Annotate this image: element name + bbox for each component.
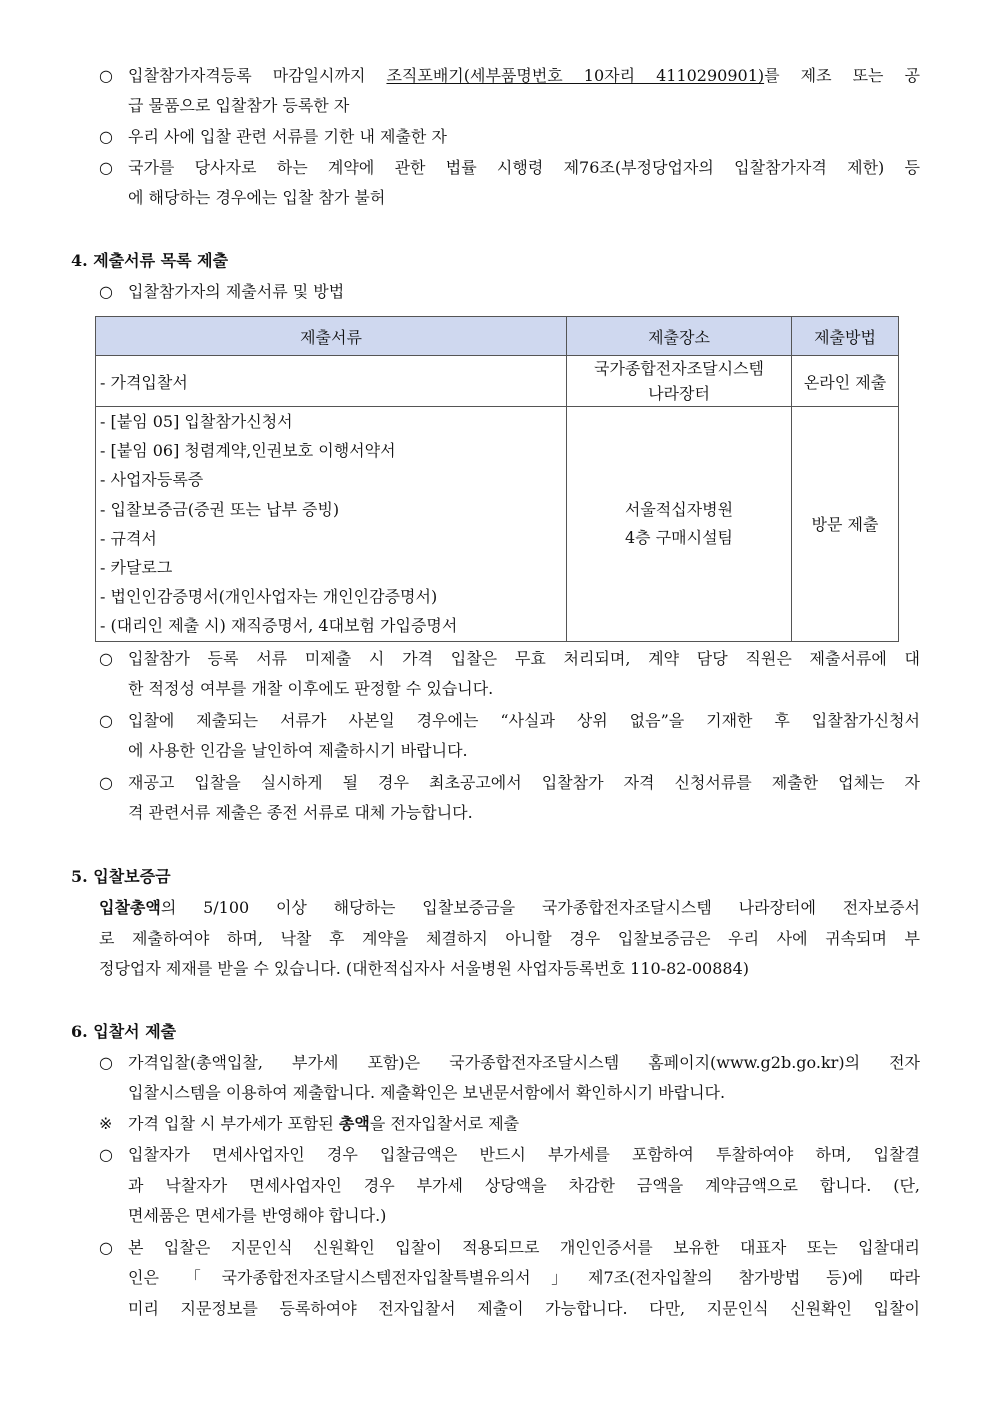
deposit-line-3: 정당업자 제재를 받을 수 있습니다. (대한적십자사 서울병원 사업자등록번호 110-82-00884) [99, 959, 750, 978]
submission-1-line-2: 입찰시스템을 이용하여 제출합니다. 제출확인은 보낸문서함에서 확인하시기 바랍니다. [128, 1083, 726, 1102]
section-4-heading: 4. 제출서류 목록 제출 [71, 251, 229, 270]
header-method: 제출방법 [792, 317, 899, 356]
submission-3-line-1: 본 입찰은 지문인식 신원확인 입찰이 적용되므로 개인인증서를 보유한 대표자 또는 입찰대리 [128, 1238, 920, 1257]
bullet-circle: ○ [99, 711, 113, 730]
doc-item: - 법인인감증명서(개인사업자는 개인인감증명서) [100, 587, 438, 607]
table-header-row [96, 317, 899, 356]
submission-1-line-1: 가격입찰(총액입찰, 부가세 포함)은 국가종합전자조달시스템 홈페이지(www.g2b.go.kr)의 전자 [128, 1053, 920, 1072]
text-span: 를 제조 또는 공 [764, 66, 920, 85]
text-span: 의 5/100 이상 해당하는 입찰보증금을 국가종합전자조달시스템 나라장터에 전자보증서 [160, 898, 920, 917]
section-6-heading: 6. 입찰서 제출 [71, 1022, 177, 1041]
submission-3-line-2: 인은 「국가종합전자조달시스템전자입찰특별유의서」제7조(전자입찰의 참가방법 등)에 따라 [128, 1268, 920, 1287]
header-place: 제출장소 [567, 317, 792, 356]
row1-place-line2: 나라장터 [648, 384, 710, 403]
doc-item: - [붙임 06] 청렴계약,인권보호 이행서약서 [100, 441, 396, 461]
bullet-circle: ○ [99, 127, 113, 146]
header-documents: 제출서류 [96, 317, 567, 356]
bold-term: 입찰총액 [99, 898, 161, 917]
row1-place-line1: 국가종합전자조달시스템 [593, 359, 765, 378]
submission-3-line-3: 미리 지문정보를 등록하여야 전자입찰서 제출이 가능합니다. 다만, 지문인식 신원확인 입찰이 [128, 1299, 920, 1318]
row1-documents: - 가격입찰서 [96, 356, 567, 407]
eligibility-item-1-line-1 [128, 65, 920, 87]
bold-term: 총액 [338, 1114, 370, 1133]
row2-documents [96, 407, 567, 642]
bullet-circle: ○ [99, 66, 113, 85]
eligibility-item-2: 우리 사에 입찰 관련 서류를 기한 내 제출한 자 [128, 127, 447, 146]
row1-method: 온라인 제출 [792, 356, 899, 407]
submission-table [95, 316, 899, 642]
text-span: 가격 입찰 시 부가세가 포함된 [128, 1114, 339, 1133]
bullet-circle: ○ [99, 282, 113, 301]
text-span: 입찰참가자격등록 마감일시까지 [128, 66, 387, 85]
note-3-line-2: 격 관련서류 제출은 종전 서류로 대체 가능합니다. [128, 803, 473, 822]
table-row [96, 356, 899, 407]
note-mark: ※ [99, 1114, 113, 1133]
note-3-line-1: 재공고 입찰을 실시하게 될 경우 최초공고에서 입찰참가 자격 신청서류를 제출한 업체는 자 [128, 773, 920, 792]
doc-item: - 사업자등록증 [100, 470, 204, 490]
note-1-line-1: 입찰참가 등록 서류 미제출 시 가격 입찰은 무효 처리되며, 계약 담당 직원은 제출서류에 대 [128, 649, 920, 668]
vat-note [128, 1113, 519, 1135]
bullet-circle: ○ [99, 773, 113, 792]
submission-2-line-1: 입찰자가 면세사업자인 경우 입찰금액은 반드시 부가세를 포함하여 투찰하여야 하며, 입찰결 [128, 1145, 920, 1164]
note-1-line-2: 한 적정성 여부를 개찰 이후에도 판정할 수 있습니다. [128, 679, 494, 698]
row1-place [567, 356, 792, 407]
eligibility-item-3-line-2: 에 해당하는 경우에는 입찰 참가 불허 [128, 188, 386, 207]
note-2-line-1: 입찰에 제출되는 서류가 사본일 경우에는 “사실과 상위 없음”을 기재한 후 입찰참가신청서 [128, 711, 920, 730]
text-span: 을 전자입찰서로 제출 [369, 1114, 520, 1133]
row2-place [567, 407, 792, 642]
eligibility-item-3-line-1: 국가를 당사자로 하는 계약에 관한 법률 시행령 제76조(부정당업자의 입찰참가자격 제한) 등 [128, 158, 920, 177]
row2-method: 방문 제출 [792, 407, 899, 642]
doc-item: - (대리인 제출 시) 재직증명서, 4대보험 가입증명서 [100, 616, 458, 636]
bullet-circle: ○ [99, 649, 113, 668]
note-2-line-2: 에 사용한 인감을 날인하여 제출하시기 바랍니다. [128, 741, 468, 760]
table-row [96, 407, 899, 642]
bullet-circle: ○ [99, 1053, 113, 1072]
doc-item: - 입찰보증금(증권 또는 납부 증빙) [100, 499, 340, 519]
deposit-line-1 [99, 897, 920, 919]
eligibility-item-1-line-2: 급 물품으로 입찰참가 등록한 자 [128, 96, 350, 115]
bullet-circle: ○ [99, 158, 113, 177]
bullet-circle: ○ [99, 1238, 113, 1257]
row2-place-line1: 서울적십자병원 [624, 499, 734, 519]
deposit-line-2: 로 제출하여야 하며, 낙찰 후 계약을 체결하지 아니할 경우 입찰보증금은 우리 사에 귀속되며 부 [99, 929, 920, 948]
doc-item: - 카달로그 [100, 558, 173, 578]
doc-item: - 규격서 [100, 528, 157, 548]
item-code-underlined: 조직포배기(세부품명번호 10자리 4110290901) [386, 66, 765, 85]
submission-2-line-2: 과 낙찰자가 면세사업자인 경우 부가세 상당액을 차감한 금액을 계약금액으로 합니다. (단, [128, 1176, 920, 1195]
row2-place-line2: 4층 구매시설팀 [624, 527, 733, 547]
section-5-heading: 5. 입찰보증금 [71, 867, 171, 886]
bullet-circle: ○ [99, 1145, 113, 1164]
section-4-subheading: 입찰참가자의 제출서류 및 방법 [128, 282, 345, 301]
submission-2-line-3: 면세품은 면세가를 반영해야 합니다.) [128, 1206, 387, 1225]
doc-item: - [붙임 05] 입찰참가신청서 [100, 412, 293, 431]
